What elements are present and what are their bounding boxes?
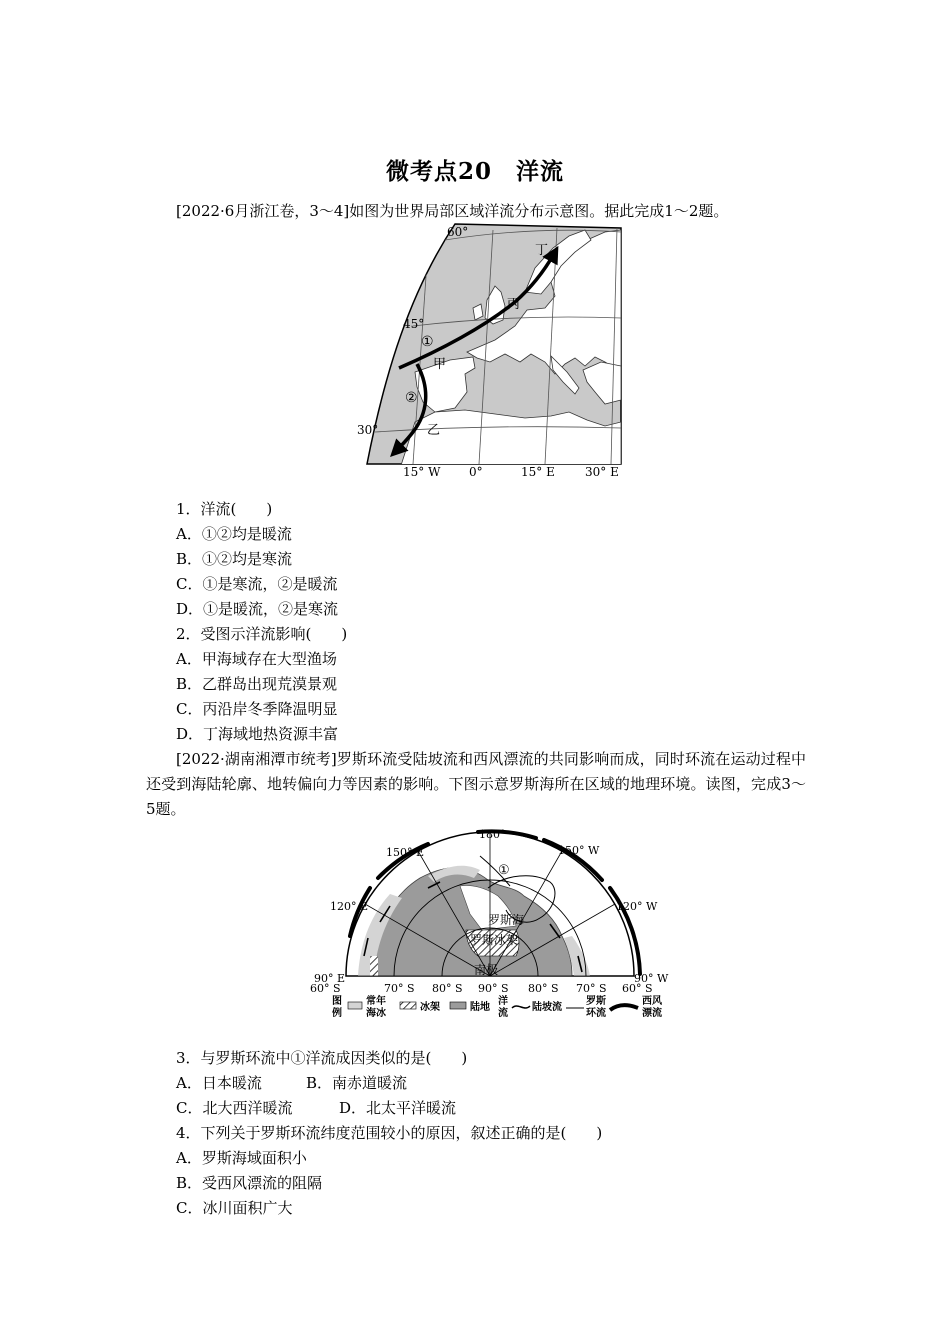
q2-option-a[interactable]: A．甲海域存在大型渔场	[176, 650, 337, 668]
label-ross-sea: 罗斯海	[488, 913, 525, 927]
map-ross-sea	[310, 826, 670, 1026]
label-180: 180°	[479, 828, 506, 841]
legend-westerly-1: 西风	[642, 996, 662, 1007]
label-90w: 90° W	[634, 972, 669, 985]
legend-sea-ice-swatch	[348, 1002, 362, 1009]
label-south-pole: 南极	[474, 963, 499, 977]
ice-shelf-small	[370, 956, 378, 976]
place-label-bing: 丙	[507, 297, 521, 312]
label-lat-70s-left: 70° S	[384, 982, 415, 995]
label-120e: 120° E	[330, 900, 369, 913]
lat-label-45: 45°	[403, 317, 425, 331]
place-label-ding: 丁	[535, 243, 549, 258]
label-lat-80s-left: 80° S	[432, 982, 463, 995]
q2-option-c[interactable]: C．丙沿岸冬季降温明显	[176, 700, 338, 718]
lon-label-15e: 15° E	[521, 465, 555, 479]
legend-slope-current-swatch	[512, 1006, 530, 1008]
q3-option-b[interactable]: B．南赤道暖流	[306, 1074, 408, 1092]
legend-sea-ice-1: 常年	[366, 996, 386, 1007]
q1-option-c[interactable]: C．①是寒流，②是暖流	[176, 575, 338, 593]
q1-stem: 1．洋流( )	[176, 500, 273, 518]
q1-option-a[interactable]: A．①②均是暖流	[176, 525, 292, 543]
lat-label-60: 60°	[447, 225, 469, 239]
label-lat-90s: 90° S	[478, 982, 509, 995]
label-150w: 150° W	[558, 844, 600, 857]
q1-option-d[interactable]: D．①是暖流，②是寒流	[176, 600, 339, 618]
lon-label-0: 0°	[469, 465, 483, 479]
legend-ross-gyre-2: 环流	[586, 1008, 606, 1019]
legend-ross-gyre-1: 罗斯	[586, 996, 606, 1007]
lon-label-15w: 15° W	[403, 465, 441, 479]
current-label-1: ①	[421, 334, 434, 350]
legend-land: 陆地	[470, 1002, 490, 1013]
label-120w: 120° W	[616, 900, 658, 913]
legend-sea-ice-2: 海冰	[366, 1008, 386, 1019]
place-label-jia: 甲	[433, 357, 447, 372]
legend-slope-current: 陆坡流	[532, 1002, 562, 1013]
label-ross-ice-shelf: 罗斯冰架	[470, 933, 519, 947]
label-lat-60s-right: 60° S	[622, 982, 653, 995]
q3-stem: 3．与罗斯环流中①洋流成因类似的是( )	[176, 1049, 468, 1067]
q2-option-d[interactable]: D．丁海域地热资源丰富	[176, 725, 339, 743]
page-title: 微考点20 洋流	[385, 158, 564, 185]
map-legend	[332, 994, 663, 1019]
map-europe-currents	[355, 222, 625, 484]
q4-option-a[interactable]: A．罗斯海域面积小	[176, 1149, 307, 1167]
legend-current-1: 洋	[498, 996, 508, 1007]
q4-option-c[interactable]: C．冰川面积广大	[176, 1199, 293, 1217]
q2-stem: 2．受图示洋流影响( )	[176, 625, 348, 643]
q2-option-b[interactable]: B．乙群岛出现荒漠景观	[176, 675, 338, 693]
q3-option-c[interactable]: C．北大西洋暖流	[176, 1099, 293, 1117]
lat-label-30: 30°	[357, 423, 379, 437]
legend-land-swatch	[450, 1002, 466, 1009]
legend-current-2: 流	[498, 1008, 508, 1019]
label-current-1: ①	[498, 863, 510, 878]
intro-paragraph-2: [2022·湖南湘潭市统考]罗斯环流受陆坡流和西风漂流的共同影响而成，同时环流在运动过程中还受到海陆轮廓、地转偏向力等因素的影响。下图示意罗斯海所在区域的地理环境。读图，完成3～5题。	[146, 750, 806, 818]
legend-ice-shelf: 冰架	[420, 1002, 440, 1013]
q1-option-b[interactable]: B．①②均是寒流	[176, 550, 293, 568]
label-lat-80s-right: 80° S	[528, 982, 559, 995]
legend-title-1: 图	[332, 996, 342, 1007]
label-90e: 90° E	[314, 972, 346, 985]
legend-westerly-2: 漂流	[642, 1008, 662, 1019]
q3-option-a[interactable]: A．日本暖流	[176, 1074, 262, 1092]
legend-ice-shelf-swatch	[400, 1002, 416, 1009]
label-lat-60s-left: 60° S	[310, 982, 341, 995]
label-150e: 150° E	[386, 846, 425, 859]
label-lat-70s-right: 70° S	[576, 982, 607, 995]
legend-title-2: 例	[332, 1008, 342, 1019]
place-label-yi: 乙	[427, 423, 441, 438]
q4-option-b[interactable]: B．受西风漂流的阻隔	[176, 1174, 323, 1192]
q4-stem: 4．下列关于罗斯环流纬度范围较小的原因，叙述正确的是( )	[176, 1124, 603, 1142]
lon-label-30e: 30° E	[585, 465, 619, 479]
q3-option-d[interactable]: D．北太平洋暖流	[339, 1099, 457, 1117]
legend-westerly-swatch	[610, 1005, 638, 1010]
current-label-2: ②	[405, 390, 418, 406]
intro-paragraph-1: [2022·6月浙江卷，3～4]如图为世界局部区域洋流分布示意图。据此完成1～2题。	[176, 202, 729, 220]
